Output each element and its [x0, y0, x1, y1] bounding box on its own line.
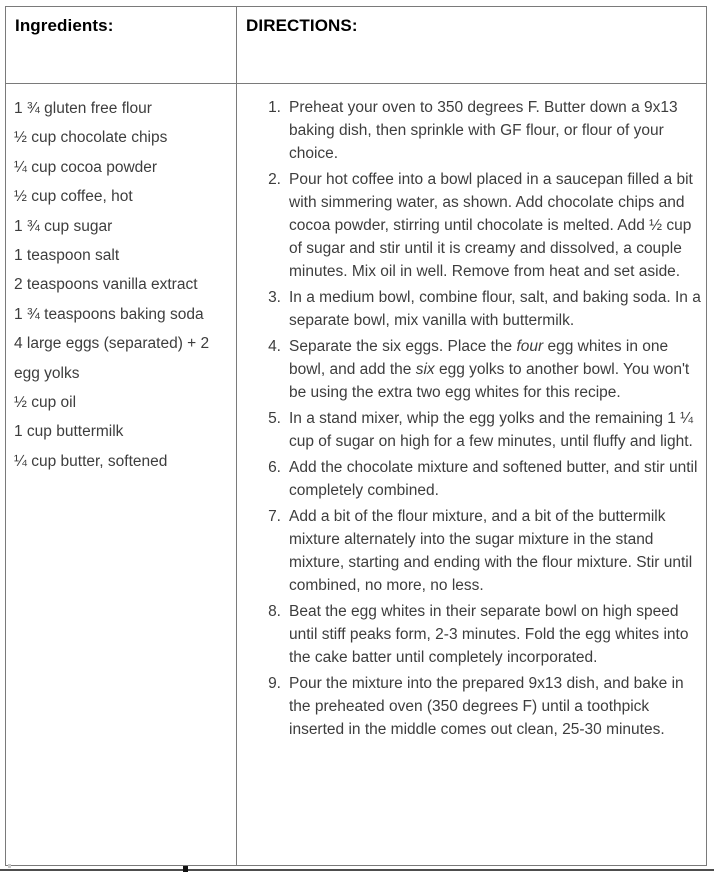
- ingredients-title: Ingredients:: [15, 16, 114, 35]
- direction-number: 1.: [268, 99, 281, 116]
- direction-number: 2.: [268, 171, 281, 188]
- directions-list[interactable]: [237, 84, 706, 865]
- ingredient-item: ½ cup coffee, hot: [14, 188, 133, 206]
- ingredient-item: 4 large eggs (separated) + 2 egg yolks: [14, 335, 210, 382]
- ingredient-item: ½ cup oil: [14, 394, 77, 412]
- direction-text: Beat the egg whites in their separate bowl on high speed until stiff peaks form, 2-3 minutes. Fold the egg whites into the cake batter until completely incorporated.: [289, 603, 689, 666]
- direction-item: [237, 335, 702, 404]
- ingredient-item: 1 teaspoon salt: [14, 247, 120, 265]
- ingredient-item: ½ cup chocolate chips: [14, 129, 168, 147]
- ingredient-item: 1 ¾ cup sugar: [14, 217, 113, 235]
- ingredient-item: 2 teaspoons vanilla extract: [14, 276, 198, 294]
- direction-item: [237, 168, 702, 283]
- direction-item: [237, 407, 702, 453]
- direction-text: Preheat your oven to 350 degrees F. Butter down a 9x13 baking dish, then sprinkle with GF flour, or flour of your choice.: [289, 99, 678, 162]
- direction-text: Add a bit of the flour mixture, and a bit of the buttermilk mixture alternately into the sugar mixture in the stand mixture, starting and ending with the flour mixture. Stir until combined, no more, no less.: [289, 508, 693, 594]
- direction-text: Pour hot coffee into a bowl placed in a saucepan filled a bit with simmering water, as shown. Add chocolate chips and cocoa powder, stirring until chocolate is melted. Add ½ cup of sugar and stir until it is creamy and dissolved, a couple minutes. Mix oil in well. Remove from heat and set aside.: [289, 171, 693, 280]
- recipe-table: [5, 6, 707, 866]
- direction-item: [237, 672, 702, 741]
- direction-item: [237, 600, 702, 669]
- direction-text: Pour the mixture into the prepared 9x13 dish, and bake in the preheated oven (350 degrees F) until a toothpick inserted in the middle comes out clean, 25-30 minutes.: [289, 675, 684, 738]
- ingredient-item: 1 ¾ gluten free flour: [14, 100, 152, 117]
- direction-item: [237, 456, 702, 502]
- direction-number: 8.: [268, 603, 281, 620]
- directions-header-cell[interactable]: [237, 7, 706, 84]
- direction-item: [237, 286, 702, 332]
- direction-number: 7.: [268, 508, 281, 525]
- ingredients-header-cell[interactable]: [6, 7, 237, 84]
- direction-text: Separate the six eggs. Place the four egg whites in one bowl, and add the six egg yolks to another bowl. You won't be using the extra two egg whites for this recipe.: [289, 338, 690, 401]
- direction-text: In a stand mixer, whip the egg yolks and the remaining 1 ¼ cup of sugar on high for a few minutes, until fluffy and light.: [289, 410, 694, 450]
- direction-text: Add the chocolate mixture and softened butter, and stir until completely combined.: [289, 459, 698, 499]
- left-edge-artifact: [8, 864, 11, 868]
- ingredient-item: ¼ cup cocoa powder: [14, 158, 158, 176]
- direction-item: [237, 505, 702, 597]
- ingredients-list[interactable]: [6, 84, 237, 865]
- direction-number: 5.: [268, 410, 281, 427]
- direction-number: 6.: [268, 459, 281, 476]
- cropped-next-table-column-tick: [183, 866, 188, 872]
- ingredient-item: 1 ¾ teaspoons baking soda: [14, 305, 204, 323]
- direction-item: [237, 96, 702, 165]
- ingredient-item: 1 cup buttermilk: [14, 423, 124, 441]
- direction-text: In a medium bowl, combine flour, salt, and baking soda. In a separate bowl, mix vanilla with buttermilk.: [289, 289, 701, 329]
- direction-number: 9.: [268, 675, 281, 692]
- directions-title: DIRECTIONS:: [246, 16, 358, 35]
- ingredient-item: ¼ cup butter, softened: [14, 452, 168, 470]
- direction-number: 3.: [268, 289, 281, 306]
- direction-number: 4.: [268, 338, 281, 355]
- cropped-next-table-top-border: [0, 869, 714, 871]
